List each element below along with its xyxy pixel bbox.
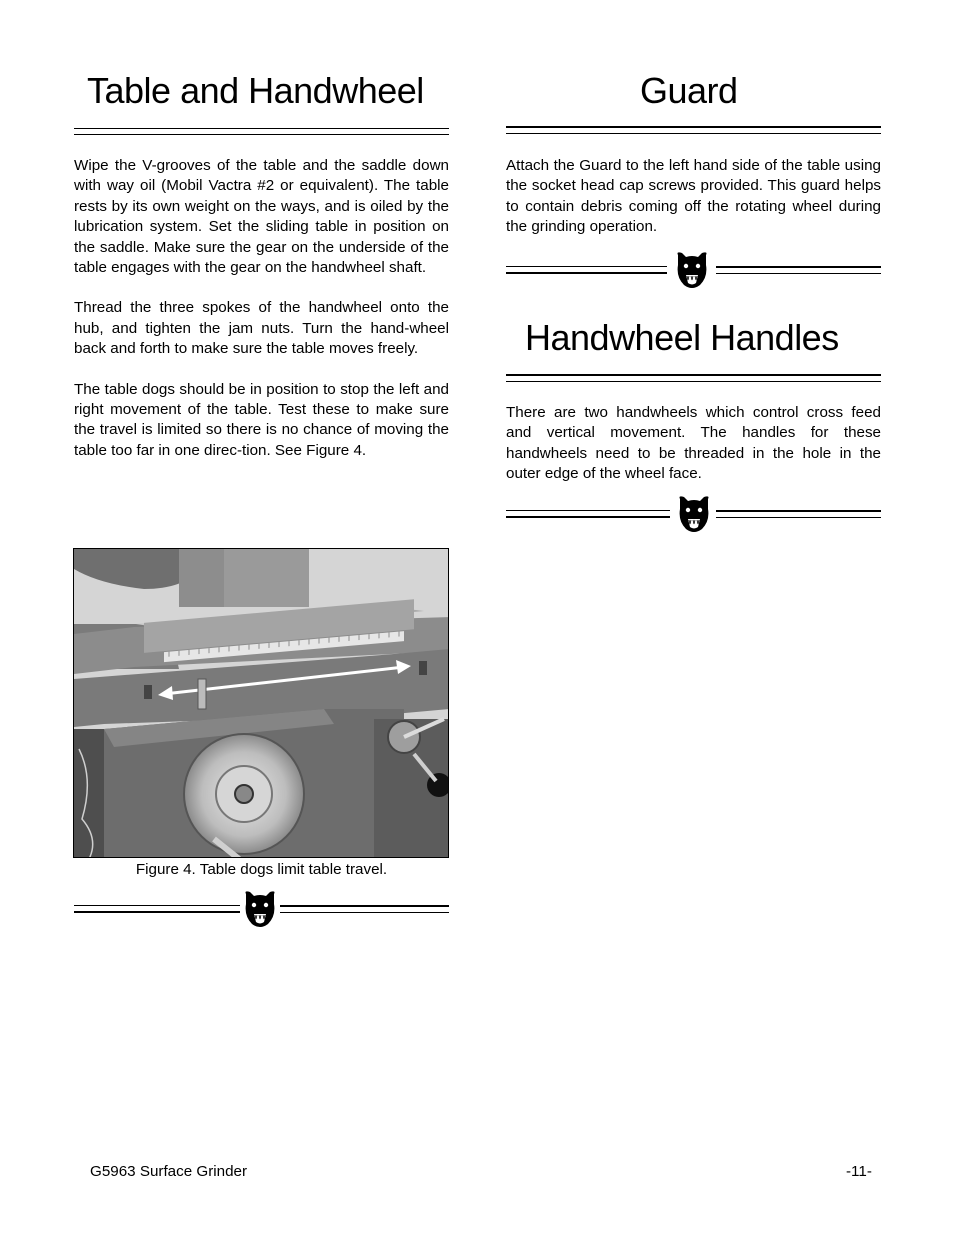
- bear-head-icon: [674, 251, 710, 291]
- paragraph-way-oil: Wipe the V-grooves of the table and the saddle down with way oil (Mobil Vactra #2 or equivalent). The table rests by its own weight on the ways, and is oiled by the lubrication system. Set the sliding table in position on the saddle. Make sure the gear on the underside of the table engages with the gear on the handwheel shaft.: [74, 157, 449, 277]
- section-title-table-handwheel: Table and Handwheel: [87, 70, 424, 111]
- paragraph-handwheel-handles: There are two handwheels which control cross feed and vertical movement. The handles for these handwheels need to be threaded in the hole in the outer edge of the wheel face.: [506, 404, 881, 483]
- title-rule-handles: [506, 374, 881, 382]
- footer-model-name: G5963 Surface Grinder: [90, 1163, 248, 1180]
- section-divider-handles: [506, 500, 881, 540]
- surface-grinder-table-illustration: [74, 549, 449, 858]
- paragraph-guard: Attach the Guard to the left hand side of the table using the socket head cap screws provided. This guard helps to contain debris coming off the rotating wheel during the grinding operation.: [506, 157, 881, 236]
- figure-4-caption: Figure 4. Table dogs limit table travel.: [135, 861, 388, 878]
- bear-head-icon: [242, 890, 278, 930]
- handles-column-text: [506, 403, 881, 485]
- bear-head-icon: [676, 495, 712, 535]
- figure-4-photo: [73, 548, 449, 858]
- footer-page-number: -11-: [846, 1163, 872, 1180]
- title-rule-guard: [506, 126, 881, 134]
- section-title-guard: Guard: [640, 70, 738, 111]
- section-divider-guard: [506, 256, 881, 296]
- title-rule-left: [74, 128, 449, 135]
- paragraph-table-dogs: The table dogs should be in position to stop the left and right movement of the table. Test these to make sure the travel is limited so there is no chance of moving the table too far in one direc-tion. See Figure 4.: [74, 380, 449, 459]
- left-column-text: [74, 156, 449, 461]
- section-divider-left: [74, 895, 449, 935]
- paragraph-handwheel-spokes: Thread the three spokes of the handwheel onto the hub, and tighten the jam nuts. Turn the hand-wheel back and forth to make sure the table moves freely.: [74, 299, 449, 358]
- guard-column-text: [506, 156, 881, 238]
- section-title-handwheel-handles: Handwheel Handles: [525, 317, 839, 358]
